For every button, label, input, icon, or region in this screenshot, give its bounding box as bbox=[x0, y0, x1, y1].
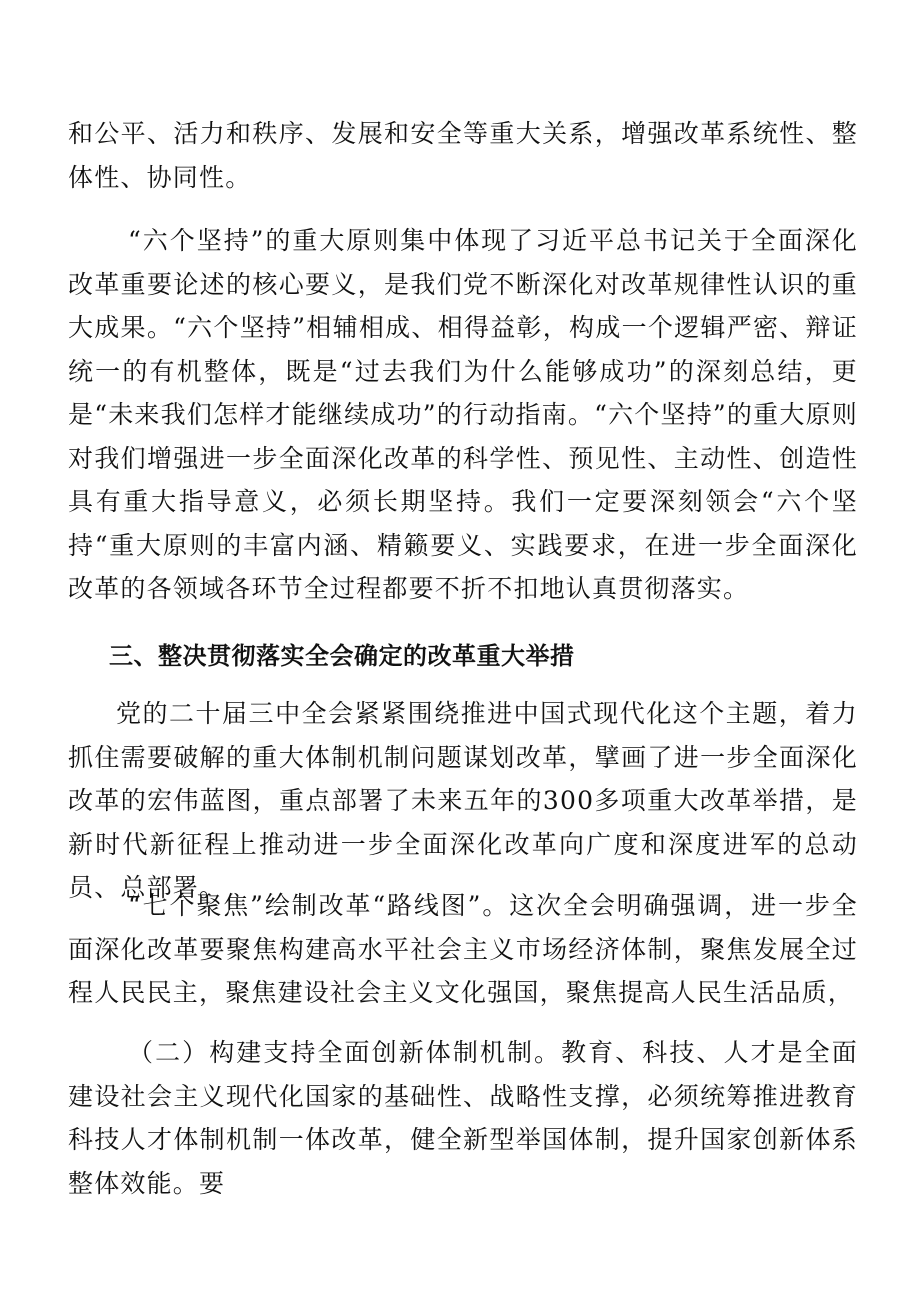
paragraph-seven-focuses: “七个聚焦”绘制改革“路线图”。这次全会明确强调，进一步全面深化改革要聚焦构建高水平社会主义市场经济体制，聚焦发展全过程人民民主，聚焦建设社会主义文化强国，聚焦提高人民生活品质， bbox=[68, 891, 858, 1007]
section-heading-three: 三、整决贯彻落实全会确定的改革重大举措 bbox=[109, 642, 575, 670]
paragraph-innovation-mechanism: （二）构建支持全面创新体制机制。教育、科技、人才是全面建设社会主义现代化国家的基础性、战略性支撑，必须统筹推进教育科技人才体制机制一体改革，健全新型举国体制，提升国家创新体系整体效能。要 bbox=[68, 1038, 858, 1198]
paragraph-six-principles: “六个坚持”的重大原则集中体现了习近平总书记关于全面深化改革重要论述的核心要义，是我们党不断深化对改革规律性认识的重大成果。“六个坚持”相辅相成、相得益彰，构成一个逻辑严密、辩证统一的有机整体，既是“过去我们为什么能够成功”的深刻总结，更是“未来我们怎样才能继续成功”的行动指南。“六个坚持”的重大原则对我们增强进一步全面深化改革的科学性、预见性、主动性、创造性具有重大指导意义，必须长期坚持。我们一定要深刻领会“六个坚持“重大原则的丰富内涵、精籁要义、实践要求，在进一步全面深化改革的各领域各环节全过程都要不折不扣地认真贯彻落实。 bbox=[68, 226, 858, 603]
paragraph-continuation: 和公平、活力和秩序、发展和安全等重大关系，增强改革系统性、整体性、协同性。 bbox=[68, 119, 858, 192]
paragraph-reform-blueprint: 党的二十届三中全会紧紧围绕推进中国式现代化这个主题，着力抓住需要破解的重大体制机制问题谋划改革，擘画了进一步全面深化改革的宏伟蓝图，重点部署了未来五年的300多项重大改革举措，是新时代新征程上推动进一步全面深化改革向广度和深度进军的总动员、总部署。 bbox=[68, 699, 858, 902]
